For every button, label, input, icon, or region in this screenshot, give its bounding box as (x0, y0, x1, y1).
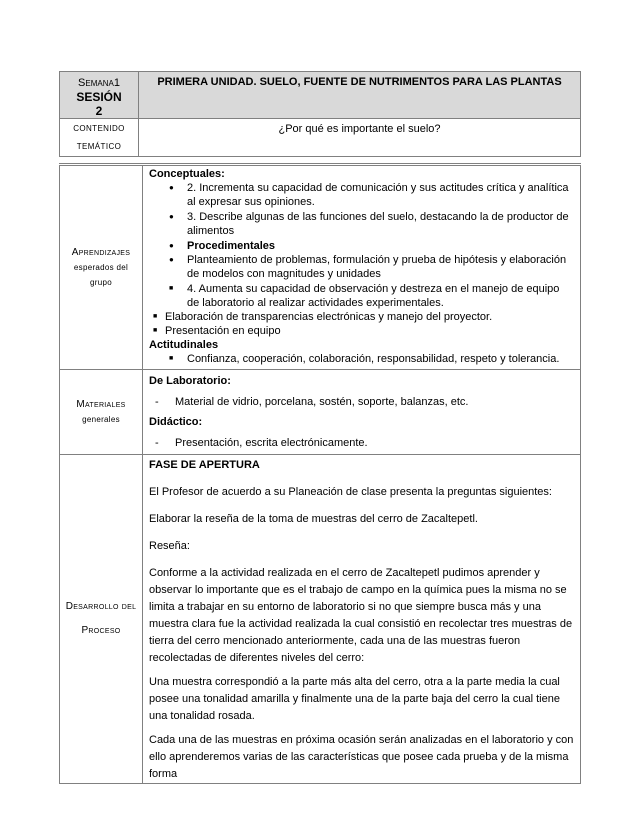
conceptuales-list (149, 181, 574, 310)
materiales-label-2: generales (82, 415, 120, 424)
list-item: ■ Elaboración de transparencias electrónicas y manejo del proyector. (151, 310, 574, 324)
aprendizajes-label-3: grupo (90, 278, 112, 287)
didactico-item: - Presentación, escrita electrónicamente. (149, 436, 574, 451)
aprendizajes-label-1: Aprendizajes (71, 247, 131, 258)
paragraph: Elaborar la reseña de la toma de muestras del cerro de Zacaltepetl. (149, 513, 478, 525)
conceptuales-heading: Conceptuales: (149, 168, 225, 180)
lab-heading: De Laboratorio: (149, 375, 231, 387)
unit-title: PRIMERA UNIDAD. SUELO, FUENTE DE NUTRIMENTOS PARA LAS PLANTAS (139, 72, 581, 119)
desarrollo-label-2: Proceso (81, 625, 121, 636)
topic-question: ¿Por qué es importante el suelo? (139, 119, 581, 157)
procedimentales-heading: ● Procedimentales (167, 239, 574, 253)
actitudinales-heading: Actitudinales (149, 339, 219, 351)
materiales-label-1: Materiales (76, 399, 126, 410)
semana-sesion-cell (60, 72, 139, 119)
desarrollo-content (143, 455, 581, 784)
list-item: ● 2. Incrementa su capacidad de comunicación y sus actitudes crítica y analítica al expresar sus opiniones. (167, 181, 574, 209)
extra-list (149, 310, 574, 338)
header-table (59, 71, 581, 157)
lab-item: - Material de vidrio, porcelana, sostén, soporte, balanzas, etc. (149, 395, 574, 410)
aprendizajes-content (143, 165, 581, 370)
fase-heading: FASE DE APERTURA (149, 459, 260, 471)
list-item: ● 3. Describe algunas de las funciones del suelo, destacando la de productor de alimentos (167, 210, 574, 238)
desarrollo-label-1: Desarrollo del (65, 601, 137, 612)
aprendizajes-label-2: esperados del (73, 263, 129, 272)
list-item: ● Planteamiento de problemas, formulación y prueba de hipótesis y elaboración de modelos con magnitudes y unidades (167, 253, 574, 281)
paragraph: Conforme a la actividad realizada en el cerro de Zacaltepetl pudimos aprender y observar lo importante que es el trabajo de campo en la química pues la misma no se limita a trabajar en su entorno de laboratorio si no que siempre busca más y una muestra clara fue la actividad realizada la cual consistió en recolectar tres muestras de tierra del cerro mencionado anteriormente, cada una de las muestras fueron recolectadas de diferentes niveles del cerro: (149, 567, 573, 664)
contenido-label-cell (60, 119, 139, 157)
didactico-heading: Didáctico: (149, 416, 203, 428)
list-item: ■ Confianza, cooperación, colaboración, responsabilidad, respeto y tolerancia. (167, 352, 574, 366)
paragraph: El Profesor de acuerdo a su Planeación de clase presenta la preguntas siguientes: (149, 486, 552, 498)
desarrollo-label-cell (60, 455, 143, 784)
contenido-label-2: TEMÁTICO (76, 142, 122, 151)
list-item: ■ 4. Aumenta su capacidad de observación y destreza en el manejo de equipo de laboratorio al realizar actividades experimentales. (167, 282, 574, 310)
sesion-number: 2 (95, 104, 103, 118)
sesion-label: SESIÓN (76, 90, 122, 104)
planning-table (59, 163, 581, 784)
paragraph: Cada una de las muestras en próxima ocasión serán analizadas en el laboratorio y con ello aprenderemos varias de las características que posee cada prueba y de la misma forma (149, 734, 574, 780)
materiales-content (143, 370, 581, 455)
paragraph: Reseña: (149, 540, 190, 552)
actitudinales-list (149, 352, 574, 366)
semana-label: Semana1 (78, 77, 120, 89)
materiales-label-cell (60, 370, 143, 455)
contenido-label-1: CONTENIDO (73, 124, 125, 133)
aprendizajes-label-cell (60, 165, 143, 370)
paragraph: Una muestra correspondió a la parte más alta del cerro, otra a la parte media la cual posee una tonalidad amarilla y finalmente una de la parte baja del cerro la cual tiene una tonalidad rosada. (149, 676, 560, 722)
list-item: ■ Presentación en equipo (151, 324, 574, 338)
